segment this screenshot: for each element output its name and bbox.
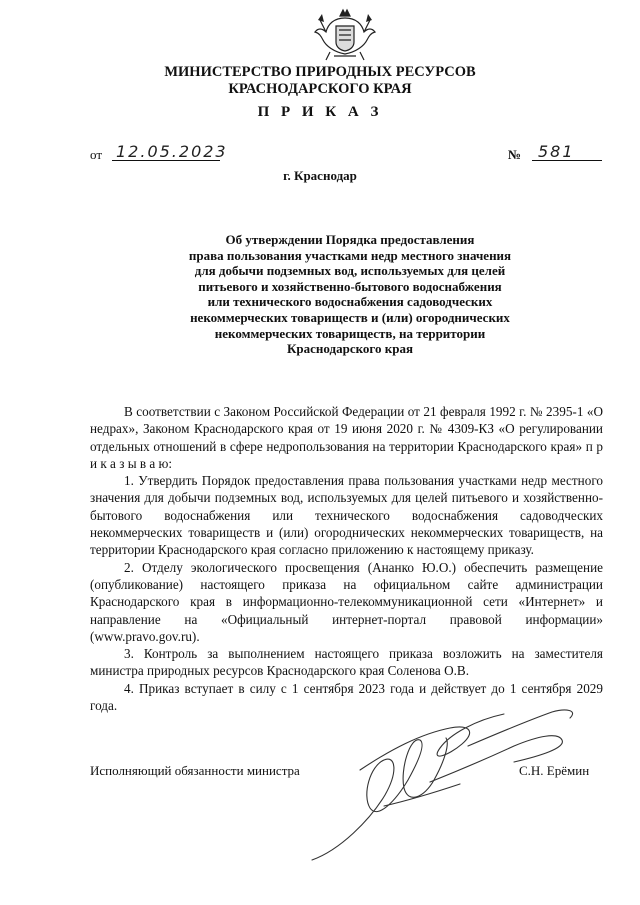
document-number: 581 (538, 142, 575, 161)
ministry-name-line1: МИНИСТЕРСТВО ПРИРОДНЫХ РЕСУРСОВ (164, 64, 476, 80)
body-clause-3: 3. Контроль за выполнением настоящего приказа возложить на заместителя министра природных ресурсов Краснодарского края Соленова О.В. (90, 646, 603, 679)
document-type: П Р И К А З (257, 104, 383, 120)
body-clause-2: 2. Отделу экологического просвещения (Ананко Ю.О.) обеспечить размещение (опубликование) настоящего приказа на официальном сайте администрации Краснодарского края в информационно-телекоммуникационной сети «Интернет» и направление на «Официальный интернет-портал правовой информации» (www.pravo.gov.ru). (90, 559, 603, 644)
body-clause-4: 4. Приказ вступает в силу с 1 сентября 2023 года и действует до 1 сентября 2029 года. (90, 680, 603, 714)
signatory-name: С.Н. Ерёмин (519, 763, 590, 778)
handwritten-signature (300, 700, 590, 870)
ministry-name (0, 64, 640, 98)
ministry-name-line2: КРАСНОДАРСКОГО КРАЯ (228, 81, 412, 97)
document-date: 12.05.2023 (116, 142, 228, 161)
body-clause-1: 1. Утвердить Порядок предоставления права пользования участками недр местного значения для добычи подземных вод, используемых для целей питьевого и хозяйственно-бытового водоснабжения или технического водоснабжения садоводческих некоммерческих товариществ и (или) огороднических некоммерческих товариществ, на территории Краснодарского края согласно приложению к настоящему приказу. (90, 473, 603, 558)
signatory-role: Исполняющий обязанности министра (90, 763, 300, 778)
document-title: Об утверждении Порядка предоставления права пользования участками недр местного значения для добычи подземных вод, используемых для целей питьевого и хозяйственно-бытового водоснабжения или технического водоснабжения садоводческих некоммерческих товариществ и (или) огороднических некоммерческих товариществ, на территории Краснодарского края (188, 232, 512, 357)
date-prefix: от (90, 147, 103, 162)
document-body (90, 403, 603, 714)
city: г. Краснодар (283, 168, 357, 183)
date-number-line (90, 142, 602, 164)
coat-of-arms-icon (312, 6, 378, 62)
body-preamble: В соответствии с Законом Российской Федерации от 21 февраля 1992 г. № 2395-1 «О недрах», Законом Краснодарского края от 19 июня 2020 г. № 4309-КЗ «О регулировании отдельных отношений в сфере недропользования на территории Краснодарского края» п р и к а з ы в а ю: (90, 404, 603, 471)
number-prefix: № (508, 147, 522, 162)
